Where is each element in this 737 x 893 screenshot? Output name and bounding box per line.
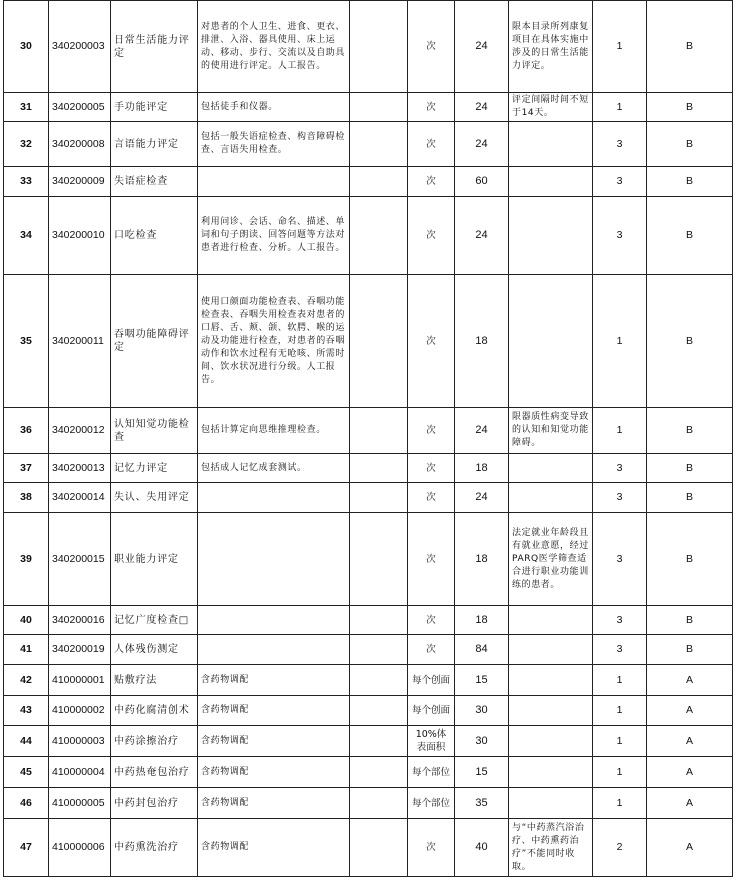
hospital-level: 3 xyxy=(593,513,647,606)
item-code: 340200005 xyxy=(49,93,111,122)
table-row xyxy=(4,788,733,819)
hospital-level: 1 xyxy=(593,408,647,454)
remark xyxy=(509,635,593,665)
hospital-level: 1 xyxy=(593,665,647,696)
pricing-unit: 每个部位 xyxy=(408,788,455,819)
hospital-level: 1 xyxy=(593,1,647,93)
item-content: 含药物调配 xyxy=(198,757,350,788)
item-code: 340200016 xyxy=(49,606,111,635)
hospital-level: 2 xyxy=(593,819,647,877)
payment-grade: A xyxy=(647,757,733,788)
row-number: 41 xyxy=(4,635,49,665)
payment-grade: B xyxy=(647,93,733,122)
item-name: 记忆广度检查□ xyxy=(111,606,198,635)
item-code: 340200014 xyxy=(49,483,111,513)
table-body xyxy=(4,1,733,877)
price: 24 xyxy=(455,197,509,275)
pricing-unit: 次 xyxy=(408,819,455,877)
price: 18 xyxy=(455,606,509,635)
table-row xyxy=(4,726,733,757)
item-name: 记忆力评定 xyxy=(111,454,198,483)
hospital-level: 1 xyxy=(593,93,647,122)
row-number: 43 xyxy=(4,696,49,726)
pricing-unit: 次 xyxy=(408,635,455,665)
pricing-unit: 次 xyxy=(408,454,455,483)
row-number: 31 xyxy=(4,93,49,122)
item-code: 410000004 xyxy=(49,757,111,788)
blank-cell xyxy=(350,275,408,408)
table-row xyxy=(4,167,733,197)
item-content: 含药物调配 xyxy=(198,819,350,877)
table-row xyxy=(4,122,733,167)
hospital-level: 1 xyxy=(593,726,647,757)
row-number: 42 xyxy=(4,665,49,696)
hospital-level: 1 xyxy=(593,275,647,408)
row-number: 39 xyxy=(4,513,49,606)
pricing-unit: 每个创面 xyxy=(408,696,455,726)
price: 30 xyxy=(455,726,509,757)
hospital-level: 3 xyxy=(593,197,647,275)
item-content: 包括计算定向思维推理检查。 xyxy=(198,408,350,454)
price: 84 xyxy=(455,635,509,665)
blank-cell xyxy=(350,408,408,454)
pricing-unit: 次 xyxy=(408,408,455,454)
remark xyxy=(509,606,593,635)
item-name: 中药涂擦治疗 xyxy=(111,726,198,757)
item-content: 含药物调配 xyxy=(198,696,350,726)
item-code: 340200003 xyxy=(49,1,111,93)
item-content: 使用口颜面功能检查表、吞咽功能检查表、吞咽失用检查表对患者的口唇、舌、颊、颌、软腭、喉的运动及功能进行检查，对患者的吞咽动作和饮水过程有无呛咳、所需时间、饮水状况进行分级。人工报告。 xyxy=(198,275,350,408)
price: 24 xyxy=(455,408,509,454)
price: 24 xyxy=(455,1,509,93)
remark: 法定就业年龄段且有就业意愿，经过PARQ医学筛查适合进行职业功能训练的患者。 xyxy=(509,513,593,606)
item-content: 包括一般失语症检查、构音障碍检查、言语失用检查。 xyxy=(198,122,350,167)
price: 24 xyxy=(455,483,509,513)
price: 18 xyxy=(455,454,509,483)
payment-grade: B xyxy=(647,513,733,606)
row-number: 32 xyxy=(4,122,49,167)
item-code: 340200010 xyxy=(49,197,111,275)
pricing-unit: 次 xyxy=(408,513,455,606)
remark: 限本目录所列康复项目在具体实施中涉及的日常生活能力评定。 xyxy=(509,1,593,93)
price: 15 xyxy=(455,757,509,788)
payment-grade: B xyxy=(647,167,733,197)
blank-cell xyxy=(350,635,408,665)
item-code: 410000003 xyxy=(49,726,111,757)
pricing-unit: 次 xyxy=(408,1,455,93)
price: 18 xyxy=(455,275,509,408)
item-content: 对患者的个人卫生、进食、更衣、排泄、入浴、器具使用、床上运动、移动、步行、交流以及自助具的使用进行评定。人工报告。 xyxy=(198,1,350,93)
payment-grade: A xyxy=(647,819,733,877)
item-content xyxy=(198,606,350,635)
hospital-level: 1 xyxy=(593,757,647,788)
item-code: 410000001 xyxy=(49,665,111,696)
pricing-unit: 次 xyxy=(408,483,455,513)
pricing-unit: 次 xyxy=(408,93,455,122)
item-content xyxy=(198,483,350,513)
remark: 限器质性病变导致的认知和知觉功能障碍。 xyxy=(509,408,593,454)
remark xyxy=(509,757,593,788)
table-row xyxy=(4,197,733,275)
item-code: 410000006 xyxy=(49,819,111,877)
table-row xyxy=(4,757,733,788)
table-row xyxy=(4,696,733,726)
remark xyxy=(509,275,593,408)
pricing-unit: 每个部位 xyxy=(408,757,455,788)
hospital-level: 1 xyxy=(593,696,647,726)
row-number: 38 xyxy=(4,483,49,513)
row-number: 35 xyxy=(4,275,49,408)
item-content xyxy=(198,167,350,197)
remark: 与“中药蒸汽浴治疗、中药熏药治疗”不能同时收取。 xyxy=(509,819,593,877)
price: 24 xyxy=(455,122,509,167)
item-code: 340200015 xyxy=(49,513,111,606)
payment-grade: A xyxy=(647,696,733,726)
pricing-unit: 次 xyxy=(408,275,455,408)
item-content xyxy=(198,635,350,665)
item-code: 410000002 xyxy=(49,696,111,726)
item-name: 日常生活能力评定 xyxy=(111,1,198,93)
blank-cell xyxy=(350,788,408,819)
row-number: 34 xyxy=(4,197,49,275)
table-row xyxy=(4,635,733,665)
item-code: 410000005 xyxy=(49,788,111,819)
item-name: 职业能力评定 xyxy=(111,513,198,606)
item-code: 340200012 xyxy=(49,408,111,454)
item-content: 含药物调配 xyxy=(198,726,350,757)
hospital-level: 3 xyxy=(593,454,647,483)
blank-cell xyxy=(350,665,408,696)
item-content: 含药物调配 xyxy=(198,788,350,819)
blank-cell xyxy=(350,513,408,606)
payment-grade: B xyxy=(647,1,733,93)
item-name: 中药封包治疗 xyxy=(111,788,198,819)
item-content xyxy=(198,513,350,606)
item-name: 手功能评定 xyxy=(111,93,198,122)
payment-grade: A xyxy=(647,788,733,819)
payment-grade: B xyxy=(647,197,733,275)
payment-grade: A xyxy=(647,665,733,696)
table-row xyxy=(4,513,733,606)
item-name: 贴敷疗法 xyxy=(111,665,198,696)
row-number: 30 xyxy=(4,1,49,93)
remark xyxy=(509,726,593,757)
item-content: 利用问诊、会话、命名、描述、单词和句子朗读、回答问题等方法对患者进行检查、分析。人工报告。 xyxy=(198,197,350,275)
row-number: 47 xyxy=(4,819,49,877)
price: 15 xyxy=(455,665,509,696)
remark xyxy=(509,665,593,696)
hospital-level: 3 xyxy=(593,483,647,513)
payment-grade: B xyxy=(647,122,733,167)
blank-cell xyxy=(350,197,408,275)
blank-cell xyxy=(350,757,408,788)
item-name: 中药熏洗治疗 xyxy=(111,819,198,877)
price: 60 xyxy=(455,167,509,197)
price: 24 xyxy=(455,93,509,122)
hospital-level: 3 xyxy=(593,635,647,665)
table-row xyxy=(4,275,733,408)
row-number: 36 xyxy=(4,408,49,454)
fee-schedule-table xyxy=(3,0,733,877)
price: 35 xyxy=(455,788,509,819)
item-code: 340200011 xyxy=(49,275,111,408)
pricing-unit: 次 xyxy=(408,167,455,197)
row-number: 37 xyxy=(4,454,49,483)
item-name: 言语能力评定 xyxy=(111,122,198,167)
remark xyxy=(509,788,593,819)
table-row xyxy=(4,606,733,635)
table-row xyxy=(4,483,733,513)
row-number: 40 xyxy=(4,606,49,635)
row-number: 45 xyxy=(4,757,49,788)
price: 30 xyxy=(455,696,509,726)
payment-grade: B xyxy=(647,454,733,483)
table-row xyxy=(4,454,733,483)
item-name: 口吃检查 xyxy=(111,197,198,275)
pricing-unit: 10%体表面积 xyxy=(408,726,455,757)
item-code: 340200013 xyxy=(49,454,111,483)
remark xyxy=(509,167,593,197)
row-number: 33 xyxy=(4,167,49,197)
price: 18 xyxy=(455,513,509,606)
remark xyxy=(509,122,593,167)
pricing-unit: 次 xyxy=(408,197,455,275)
pricing-unit: 每个创面 xyxy=(408,665,455,696)
item-name: 失认、失用评定 xyxy=(111,483,198,513)
blank-cell xyxy=(350,606,408,635)
remark xyxy=(509,696,593,726)
table-row xyxy=(4,665,733,696)
table-row xyxy=(4,93,733,122)
remark xyxy=(509,454,593,483)
payment-grade: B xyxy=(647,275,733,408)
table-row xyxy=(4,819,733,877)
hospital-level: 3 xyxy=(593,122,647,167)
row-number: 44 xyxy=(4,726,49,757)
item-code: 340200009 xyxy=(49,167,111,197)
blank-cell xyxy=(350,167,408,197)
item-name: 中药化腐清创术 xyxy=(111,696,198,726)
item-code: 340200019 xyxy=(49,635,111,665)
blank-cell xyxy=(350,93,408,122)
item-content: 含药物调配 xyxy=(198,665,350,696)
blank-cell xyxy=(350,1,408,93)
blank-cell xyxy=(350,454,408,483)
payment-grade: B xyxy=(647,408,733,454)
payment-grade: A xyxy=(647,726,733,757)
payment-grade: B xyxy=(647,483,733,513)
hospital-level: 3 xyxy=(593,167,647,197)
table-row xyxy=(4,408,733,454)
blank-cell xyxy=(350,483,408,513)
payment-grade: B xyxy=(647,606,733,635)
blank-cell xyxy=(350,726,408,757)
item-name: 人体残伤测定 xyxy=(111,635,198,665)
item-name: 失语症检查 xyxy=(111,167,198,197)
price: 40 xyxy=(455,819,509,877)
remark xyxy=(509,197,593,275)
item-content: 包括徒手和仪器。 xyxy=(198,93,350,122)
item-name: 认知知觉功能检查 xyxy=(111,408,198,454)
table-row xyxy=(4,1,733,93)
remark xyxy=(509,483,593,513)
item-code: 340200008 xyxy=(49,122,111,167)
remark: 评定间隔时间不短于14天。 xyxy=(509,93,593,122)
item-name: 吞咽功能障碍评定 xyxy=(111,275,198,408)
hospital-level: 3 xyxy=(593,606,647,635)
item-content: 包括成人记忆成套测试。 xyxy=(198,454,350,483)
payment-grade: B xyxy=(647,635,733,665)
blank-cell xyxy=(350,819,408,877)
pricing-unit: 次 xyxy=(408,606,455,635)
hospital-level: 1 xyxy=(593,788,647,819)
item-name: 中药热奄包治疗 xyxy=(111,757,198,788)
row-number: 46 xyxy=(4,788,49,819)
pricing-unit: 次 xyxy=(408,122,455,167)
blank-cell xyxy=(350,696,408,726)
blank-cell xyxy=(350,122,408,167)
